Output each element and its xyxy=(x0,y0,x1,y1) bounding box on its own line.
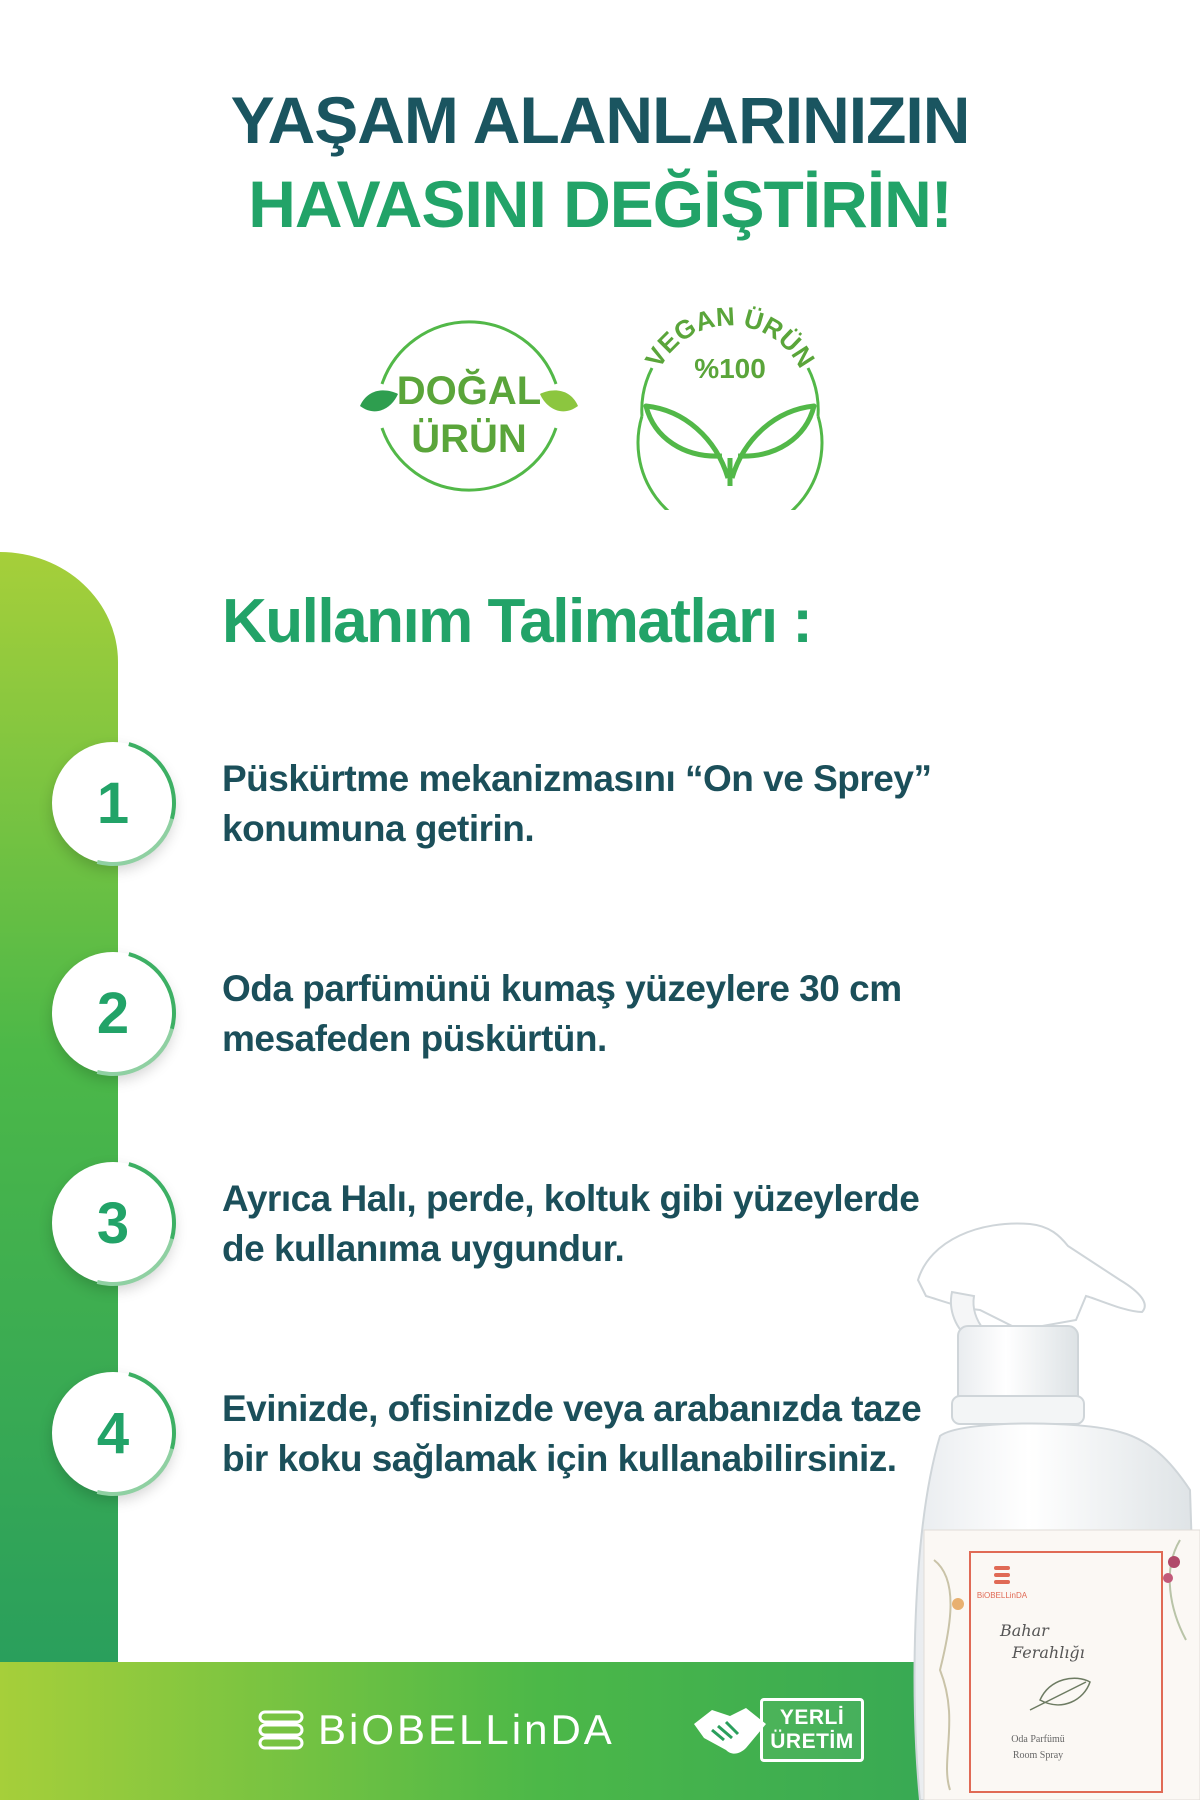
step-text-line-1: Oda parfümünü kumaş yüzeylere 30 cm xyxy=(222,968,902,1009)
step-number: 3 xyxy=(96,1190,130,1256)
sprout-icon xyxy=(646,406,814,486)
step-number-circle xyxy=(52,1162,174,1284)
badge-line-1: YERLİ xyxy=(779,1706,845,1729)
label-script-line-1: Bahar xyxy=(1000,1621,1049,1640)
brand-name: BiOBELLinDA xyxy=(318,1706,615,1753)
step-text-line-2: mesafeden püskürtün. xyxy=(222,1018,607,1059)
vegan-badge-percent: %100 xyxy=(694,353,766,384)
headline-line-1: YAŞAM ALANLARINIZIN xyxy=(230,83,970,157)
label-script-line-2: Ferahlığı xyxy=(1012,1643,1085,1662)
step-number-circle xyxy=(52,952,174,1074)
label-line-2: Room Spray xyxy=(1012,1750,1064,1761)
vegan-product-badge xyxy=(624,298,836,510)
step-number-circle xyxy=(52,742,174,864)
step-text xyxy=(222,964,982,1064)
label-line-1: Oda Parfümü xyxy=(1011,1734,1065,1745)
step-text-line-1: Evinizde, ofisinizde veya arabanızda taze xyxy=(222,1388,922,1429)
natural-badge-line-2: ÜRÜN xyxy=(411,417,527,461)
handshake-icon xyxy=(690,1694,770,1766)
step-text-line-1: Ayrıca Halı, perde, koltuk gibi yüzeylerde xyxy=(222,1178,920,1219)
label-brand-icon xyxy=(994,1566,1010,1584)
product-bottle-image xyxy=(900,1200,1200,1800)
step-text xyxy=(222,754,982,854)
headline-line-2: HAVASINI DEĞİŞTİRİN! xyxy=(248,167,952,241)
step-text-line-2: bir koku sağlamak için kullanabilirsiniz. xyxy=(222,1438,897,1479)
instruction-step xyxy=(0,742,1200,872)
natural-product-badge xyxy=(358,306,580,506)
local-production-label xyxy=(760,1698,864,1762)
local-production-badge xyxy=(690,1694,870,1766)
step-text-line-1: Püskürtme mekanizmasını “On ve Sprey” xyxy=(222,758,932,799)
step-number: 4 xyxy=(96,1400,130,1466)
brand-mark-icon xyxy=(258,1710,304,1750)
brand-logo xyxy=(258,1700,615,1760)
instructions-title: Kullanım Talimatları : xyxy=(222,587,812,656)
step-text xyxy=(222,1174,982,1274)
natural-badge-line-1: DOĞAL xyxy=(396,369,542,413)
instruction-step xyxy=(0,952,1200,1082)
step-text-line-2: de kullanıma uygundur. xyxy=(222,1228,625,1269)
step-number: 2 xyxy=(96,980,130,1046)
vegan-badge-arc-text: VEGAN ÜRÜN xyxy=(638,301,821,373)
step-text-line-2: konumuna getirin. xyxy=(222,808,535,849)
step-number: 1 xyxy=(96,770,130,836)
step-text xyxy=(222,1384,982,1484)
step-number-circle xyxy=(52,1372,174,1494)
label-brand: BiOBELLinDA xyxy=(976,1591,1028,1600)
badge-line-2: ÜRETİM xyxy=(770,1730,854,1753)
page-headline xyxy=(0,78,1200,246)
